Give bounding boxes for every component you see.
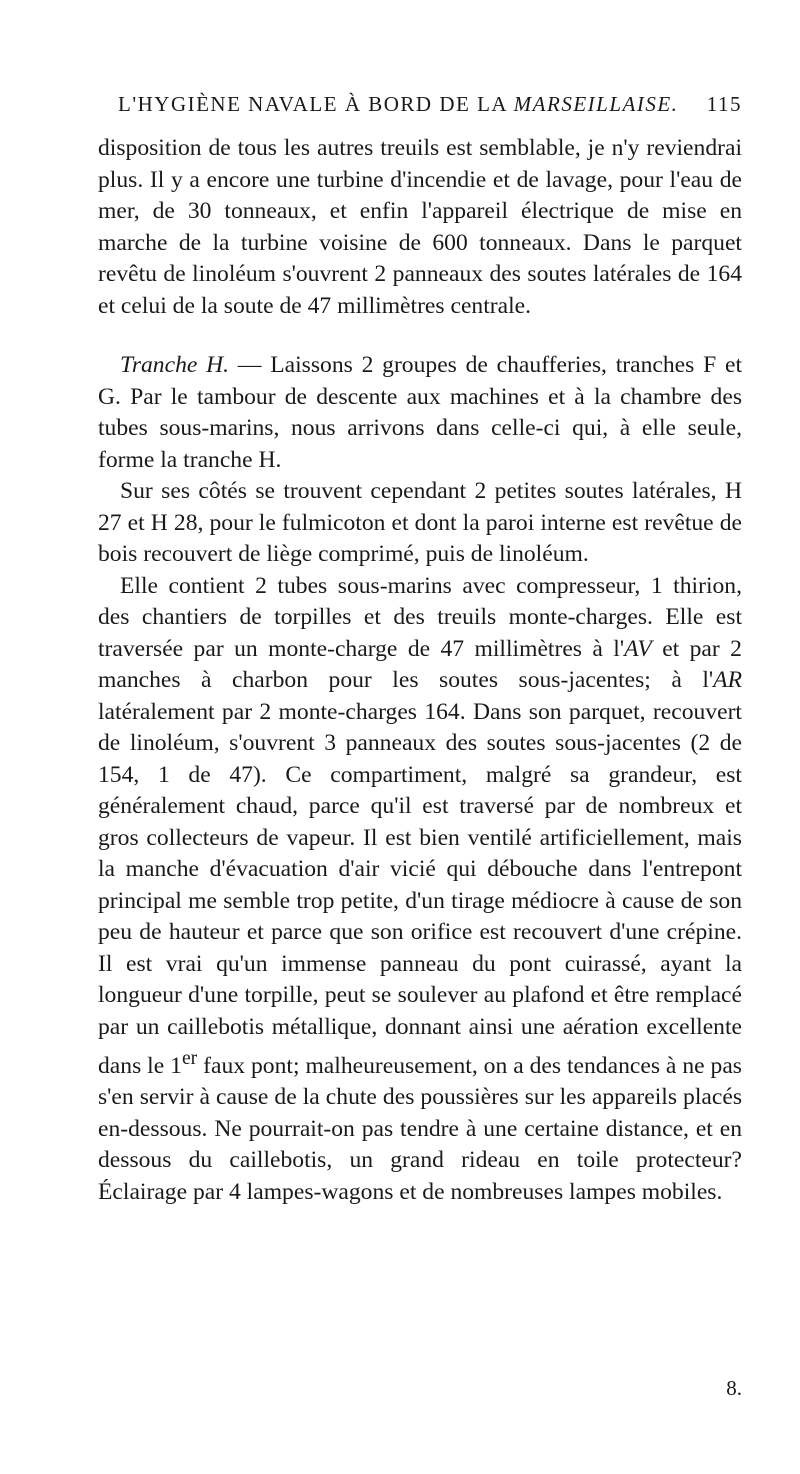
body-text: [98, 133, 742, 1208]
premier-number: 1: [170, 1052, 182, 1079]
paragraph-4-text-b: et par 2 manches à charbon pour les soutes sous-jacentes; à l': [98, 635, 742, 693]
premier-superscript: er: [181, 1047, 198, 1069]
paragraph-2: [98, 350, 742, 476]
running-title-roman: L'HYGIÈNE NAVALE À BORD DE LA: [118, 92, 514, 116]
premier-ordinal: [170, 1047, 198, 1079]
running-header: [118, 92, 742, 128]
paragraph-4: [98, 571, 742, 1209]
paragraph-4-text-c: latéralement par 2 monte-charges 164. Dans son parquet, recouvert de linoléum, s'ouvrent 3 panneaux des soutes sous-jacentes (2 de 154, 1 de 47). Ce compartiment, malgré sa grandeur, est généralement chaud, parce qu'il est traversé par de nombreux et gros collecteurs de vapeur. Il est bien ventilé artificiellement, mais la manche d'évacuation d'air vicié qui débouche dans l'entrepont principal me semble trop petite, d'un tirage médiocre à cause de son peu de hauteur et parce que son orifice est recouvert d'une crépine. Il est vrai qu'un immense panneau du pont cuirassé, ayant la longueur d'une torpille, peut se soulever au plafond et être remplacé par un caillebotis métallique, donnant ainsi une aération excellente dans le: [98, 698, 742, 1079]
running-title: [118, 92, 678, 117]
paragraph-3: Sur ses côtés se trouvent cependant 2 petites soutes latérales, H 27 et H 28, pour le fulmicoton et dont la paroi interne est revêtue de bois recouvert de liège comprimé, puis de linoléum.: [98, 478, 742, 567]
paragraph-2-text: Laissons 2 groupes de chaufferies, tranches F et G. Par le tambour de descente aux machines et à la chambre des tubes sous-marins, nous arrivons dans celle-ci qui, à elle seule, forme la tranche H.: [98, 352, 743, 473]
signature-mark: 8.: [726, 1376, 742, 1400]
paragraph-4-text-a: Elle contient 2 tubes sous-marins avec compresseur, 1 thirion, des chantiers de torpilles et des treuils monte-charges. Elle est traversée par un monte-charge de 47 millimètres à l': [98, 572, 742, 662]
page-number: 115: [706, 92, 742, 116]
ar-label: AR: [713, 667, 742, 693]
heading-dash: —: [229, 352, 271, 378]
paragraph-4-text-d: faux pont; malheureusement, on a des tendances à ne pas s'en servir à cause de la chute des poussières sur les appareils placés en-dessous. Ne pourrait-on pas tendre à une certaine distance, et en dessous du caillebotis, un grand rideau en toile protecteur? Éclairage par 4 lampes-wagons et de nombreuses lampes mobiles.: [98, 1052, 742, 1205]
paragraph-1: disposition de tous les autres treuils est semblable, je n'y reviendrai plus. Il y a encore une turbine d'incendie et de lavage, pour l'eau de mer, de 30 tonneaux, et enfin l'appareil électrique de mise en marche de la turbine voisine de 600 tonneaux. Dans le parquet revêtu de linoléum s'ouvrent 2 panneaux des soutes latérales de 164 et celui de la soute de 47 millimètres centrale.: [98, 135, 742, 319]
running-title-italic: MARSEILLAISE.: [513, 92, 679, 116]
section-heading-tranche-h: Tranche H.: [120, 352, 230, 378]
av-label: AV: [624, 635, 652, 662]
